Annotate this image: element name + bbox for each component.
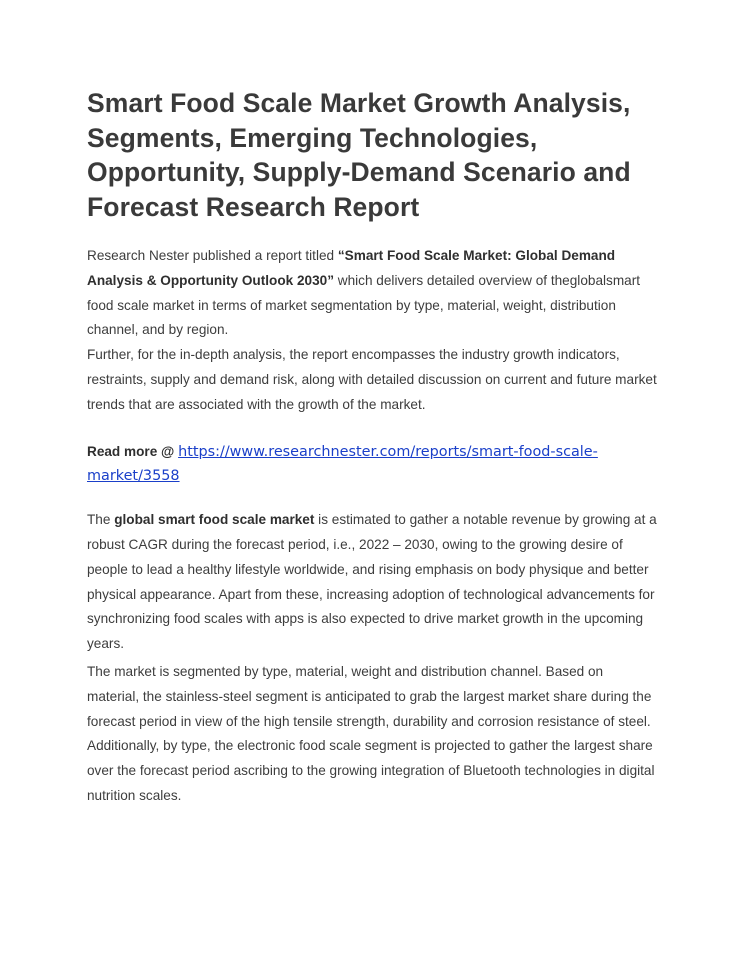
further-paragraph: Further, for the in-depth analysis, the report encompasses the industry growth indicators, restraints, supply and demand risk, along with detailed discussion on current and future market trends that are associated with the growth of the market. (87, 347, 657, 412)
report-link[interactable]: https://www.researchnester.com/reports/smart-food-scale-market/3558 (87, 443, 598, 485)
market-rest: is estimated to gather a notable revenue by growing at a robust CAGR during the forecast period, i.e., 2022 – 2030, owing to the growing desire of people to lead a healthy lifestyle worldwide, and rising emphasis on body physique and better physical appearance. Apart from these, increasing adoption of technological advancements for synchronizing food scales with apps is also expected to drive market growth in the upcoming years. (87, 512, 657, 652)
read-more-line (87, 440, 657, 490)
read-more-label: Read more @ (87, 443, 179, 459)
intro-lead: Research Nester published a report titled (87, 248, 338, 263)
report-title: “Smart Food Scale Market: Global Demand Analysis & Opportunity Outlook 2030” (87, 248, 616, 288)
segment-paragraph: The market is segmented by type, material, weight and distribution channel. Based on material, the stainless-steel segment is anticipated to grab the largest market share during the forecast period in view of the high tensile strength, durability and corrosion resistance of steel. Additionally, by type, the electronic food scale segment is projected to gather the largest share over the forecast period ascribing to the growing integration of Bluetooth technologies in digital nutrition scales. (87, 663, 655, 803)
intro-paragraph (87, 244, 657, 343)
market-lead: The (87, 512, 115, 528)
intro-rest: which delivers detailed overview of theglobalsmart food scale market in terms of market segmentation by type, material, weight, distribution channel, and by region. (87, 272, 641, 338)
market-paragraph (87, 508, 657, 657)
page-title: Smart Food Scale Market Growth Analysis, Segments, Emerging Technologies, Opportunity, Supply-Demand Scenario and Forecast Research Report (87, 88, 631, 222)
document-page (87, 86, 657, 809)
market-bold-phrase: global smart food scale market (114, 512, 315, 528)
